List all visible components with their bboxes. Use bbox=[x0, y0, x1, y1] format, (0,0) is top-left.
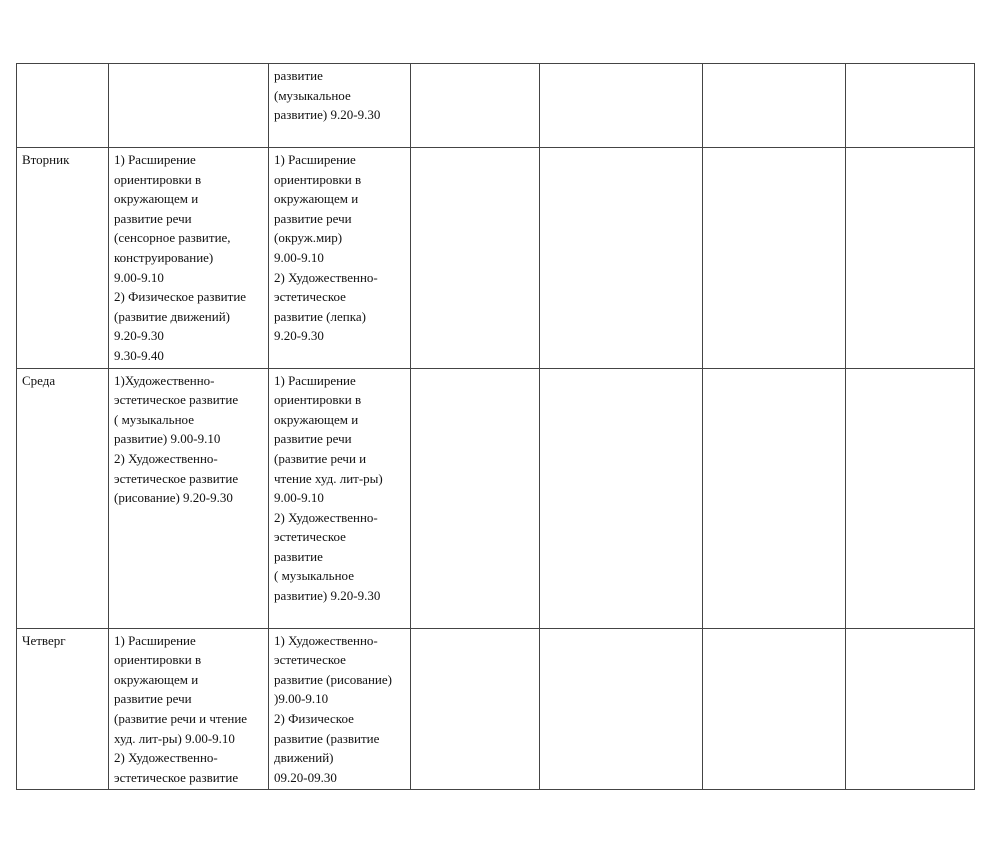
table-row bbox=[17, 628, 975, 790]
table-row bbox=[17, 368, 975, 628]
empty-cell bbox=[540, 64, 703, 148]
empty-cell bbox=[703, 64, 846, 148]
empty-cell bbox=[540, 368, 703, 628]
empty-cell bbox=[846, 148, 975, 369]
empty-cell bbox=[703, 148, 846, 369]
group1-cell: 1)Художественно- эстетическое развитие ( музыкальное развитие) 9.00-9.10 2) Художественно- эстетическое развитие (рисование) 9.20-9.30 bbox=[109, 368, 269, 628]
table-row bbox=[17, 148, 975, 369]
group1-cell: 1) Расширение ориентировки в окружающем и развитие речи (сенсорное развитие, конструирование) 9.00-9.10 2) Физическое развитие (развитие движений) 9.20-9.30 9.30-9.40 bbox=[109, 148, 269, 369]
day-cell: Среда bbox=[17, 368, 109, 628]
schedule-table bbox=[16, 63, 975, 790]
group2-cell: 1) Расширение ориентировки в окружающем и развитие речи (развитие речи и чтение худ. лит-ры) 9.00-9.10 2) Художественно- эстетическое развитие ( музыкальное развитие) 9.20-9.30 bbox=[269, 368, 411, 628]
empty-cell bbox=[703, 368, 846, 628]
group2-cell: развитие (музыкальное развитие) 9.20-9.30 bbox=[269, 64, 411, 148]
empty-cell bbox=[540, 148, 703, 369]
empty-cell bbox=[411, 64, 540, 148]
group2-cell: 1) Расширение ориентировки в окружающем и развитие речи (окруж.мир) 9.00-9.10 2) Художественно- эстетическое развитие (лепка) 9.20-9.30 bbox=[269, 148, 411, 369]
empty-cell bbox=[703, 628, 846, 790]
empty-cell bbox=[411, 368, 540, 628]
empty-cell bbox=[846, 64, 975, 148]
empty-cell bbox=[411, 628, 540, 790]
day-cell bbox=[17, 64, 109, 148]
day-cell: Четверг bbox=[17, 628, 109, 790]
empty-cell bbox=[846, 628, 975, 790]
empty-cell bbox=[411, 148, 540, 369]
group1-cell: 1) Расширение ориентировки в окружающем и развитие речи (развитие речи и чтение худ. лит-ры) 9.00-9.10 2) Художественно- эстетическое развитие bbox=[109, 628, 269, 790]
empty-cell bbox=[540, 628, 703, 790]
group2-cell: 1) Художественно- эстетическое развитие (рисование) )9.00-9.10 2) Физическое развитие (развитие движений) 09.20-09.30 bbox=[269, 628, 411, 790]
group1-cell bbox=[109, 64, 269, 148]
table-row bbox=[17, 64, 975, 148]
day-cell: Вторник bbox=[17, 148, 109, 369]
empty-cell bbox=[846, 368, 975, 628]
